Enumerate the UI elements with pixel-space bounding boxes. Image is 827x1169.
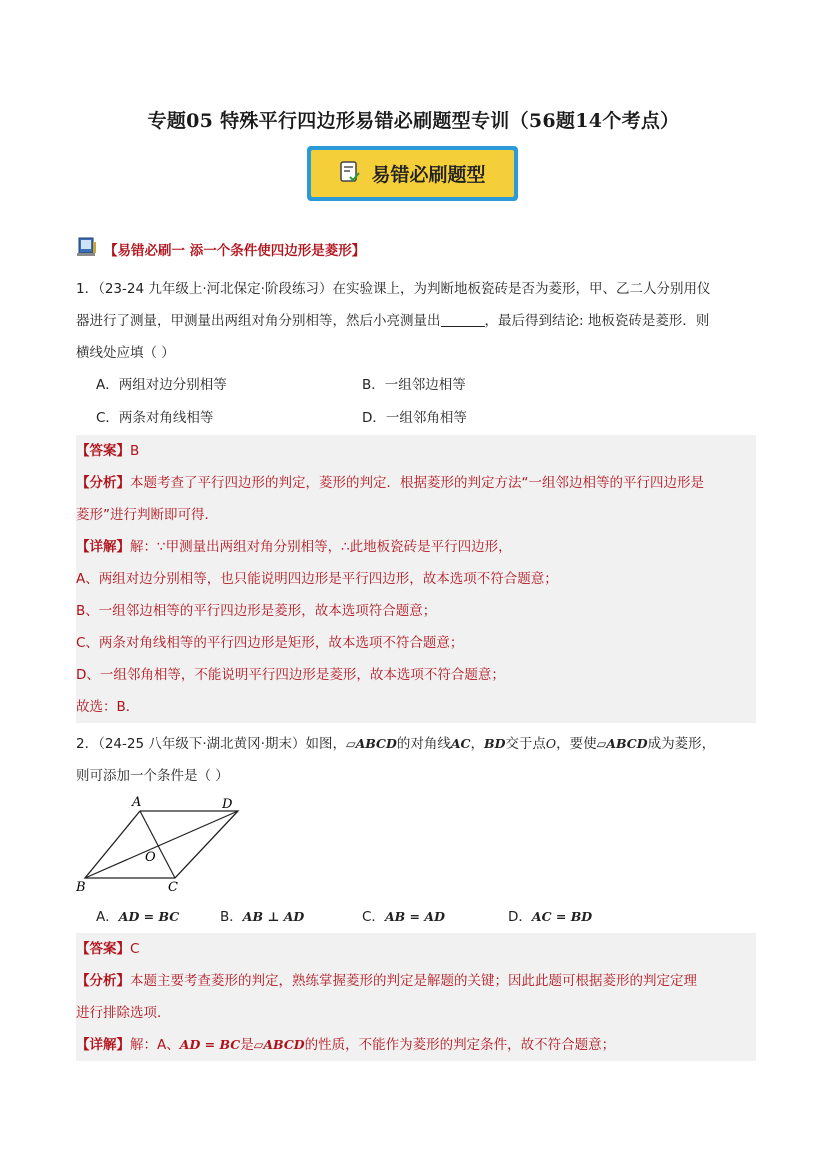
q1-analysis-line1: 【分析】本题考查了平行四边形的判定，菱形的判定．根据菱形的判定方法“一组邻边相等的平行四边形是 — [76, 475, 704, 491]
q1-analysis-line2: 菱形”进行判断即可得． — [76, 507, 218, 523]
q2-option-b: B．AB ⊥ AD — [220, 909, 305, 925]
section-label: 【易错必刷一 添一个条件使四边形是菱形】 — [104, 243, 366, 259]
computer-icon — [76, 236, 98, 262]
q2-analysis-line2: 进行排除选项． — [76, 1005, 171, 1021]
q2-option-c: C．AB = AD — [362, 909, 445, 925]
vertex-a-label: A — [132, 795, 142, 810]
q1-detail-line1: 【详解】解：∵甲测量出两组对角分别相等，∴此地板瓷砖是平行四边形， — [76, 539, 512, 555]
q1-option-d: D．一组邻角相等 — [362, 410, 467, 426]
section-header — [76, 236, 365, 262]
q1-option-a: A．两组对边分别相等 — [96, 377, 227, 393]
q1-solution — [76, 435, 756, 723]
q2-option-d: D．AC = BD — [508, 909, 593, 925]
q2-analysis-line1: 【分析】本题主要考查菱形的判定，熟练掌握菱形的判定是解题的关键；因此此题可根据菱形的判定定理 — [76, 973, 697, 989]
vertex-d-label: D — [222, 797, 233, 812]
banner — [307, 146, 518, 201]
q1-stem — [76, 273, 756, 369]
q2-line1: 2．（24-25 八年级下·湖北黄冈·期末）如图，▱ABCD的对角线AC，BD交于点O，要使▱ABCD成为菱形， — [76, 736, 716, 752]
q1-detail-line2: A、两组对边分别相等，也只能说明四边形是平行四边形，故本选项不符合题意； — [76, 571, 558, 587]
q1-detail-line5: D、一组邻角相等，不能说明平行四边形是菱形，故本选项不符合题意； — [76, 667, 505, 683]
checklist-icon — [339, 160, 361, 188]
q2-answer-line: 【答案】C — [76, 941, 140, 957]
q2-stem — [76, 728, 756, 792]
q1-line3: 横线处应填（ ） — [76, 345, 175, 361]
vertex-b-label: B — [76, 880, 86, 895]
q1-detail-line6: 故选：B． — [76, 699, 140, 715]
page-title: 专题05 特殊平行四边形易错必刷题型专训（56题14个考点） — [147, 110, 680, 132]
q2-option-a: A．AD = BC — [96, 909, 180, 925]
q1-detail-line3: B、一组邻边相等的平行四边形是菱形，故本选项符合题意； — [76, 603, 437, 619]
q1-line1: 1．（23-24 九年级上·河北保定·阶段练习）在实验课上，为判断地板瓷砖是否为菱形，甲、乙二人分别用仪 — [76, 281, 711, 297]
parallelogram-figure — [74, 793, 254, 898]
q1-detail-line4: C、两条对角线相等的平行四边形是矩形，故本选项不符合题意； — [76, 635, 464, 651]
q2-solution — [76, 933, 756, 1061]
q1-answer-line: 【答案】B — [76, 443, 140, 459]
q1-line2: 器进行了测量，甲测量出两组对角分别相等，然后小亮测量出 ，最后得到结论: 地板瓷砖是菱形．则 — [76, 313, 710, 329]
vertex-c-label: C — [168, 880, 178, 895]
q2-line2: 则可添加一个条件是（ ） — [76, 768, 229, 784]
q2-detail-line1: 【详解】解：A、AD = BC是▱ABCD的性质，不能作为菱形的判定条件，故不符合题意； — [76, 1037, 616, 1053]
banner-label: 易错必刷题型 — [371, 164, 486, 186]
q1-option-b: B．一组邻边相等 — [362, 377, 466, 393]
q1-option-c: C．两条对角线相等 — [96, 410, 214, 426]
answer-blank — [441, 312, 485, 327]
center-o-label: O — [145, 850, 156, 865]
